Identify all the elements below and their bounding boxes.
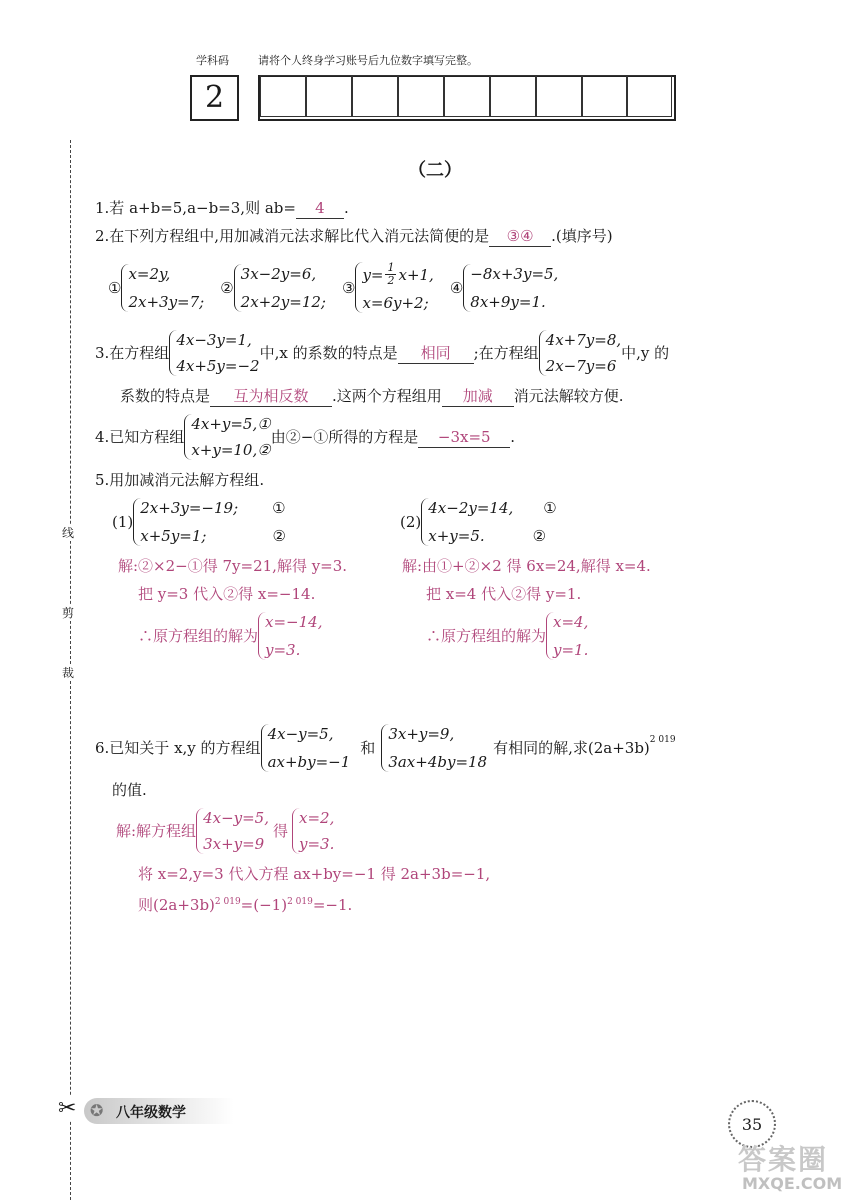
digit-box[interactable] [626, 75, 672, 117]
equation-tag: ② [272, 527, 286, 545]
fraction-denominator: 2 [387, 274, 395, 287]
exponent: 2 019 [287, 897, 313, 907]
q5-sol2-line3 [426, 612, 588, 660]
q2-system-2 [220, 264, 326, 312]
q6-sol-line1 [116, 808, 334, 854]
cut-mark-cut: 剪 [62, 606, 75, 620]
result: y=3. [265, 641, 301, 659]
equation-row [140, 498, 286, 518]
q1-answer: 4 [296, 198, 344, 219]
q3-suffix: 消元法解较方便. [513, 387, 624, 405]
equation-tag: ② [532, 527, 547, 545]
equation: 3x+y=9 [203, 835, 265, 853]
equation: x=6y+2; [362, 294, 429, 312]
q6-sol-line2: 将 x=2,y=3 代入方程 ax+by=−1 得 2a+3b=−1, [138, 865, 491, 883]
part-label: (2) [400, 513, 422, 531]
equation: x+y=5. [428, 527, 485, 545]
equation: 4x+y=5,① [191, 415, 271, 433]
brace [421, 498, 556, 546]
footer-star-icon: ✪ [90, 1101, 104, 1120]
section-title: （二） [408, 160, 462, 181]
brace [184, 414, 270, 460]
digit-box[interactable] [444, 75, 490, 117]
brace [121, 264, 204, 312]
digit-box[interactable] [582, 75, 628, 117]
question-3-line2 [120, 386, 624, 407]
equation: −8x+3y=5, [470, 264, 559, 283]
q3-answer1: 相同 [398, 343, 474, 364]
page-number: 35 [741, 1114, 763, 1134]
equation: 8x+9y=1. [470, 292, 546, 311]
part-label: (1) [112, 513, 134, 531]
equation-row [428, 526, 556, 546]
scissors-icon: ✂ [58, 1096, 77, 1121]
q4-answer: −3x=5 [418, 427, 510, 448]
equation: 4x+7y=8, [545, 331, 622, 349]
q3-mid1: 中,x 的系数的特点是 [259, 344, 398, 362]
question-3 [95, 330, 669, 376]
brace [258, 612, 322, 660]
cut-mark-trim: 裁 [62, 666, 75, 680]
q6-prefix: 6.已知关于 x,y 的方程组 [95, 739, 261, 757]
q3-mid4: .这两个方程组用 [332, 387, 442, 405]
equation: 2x+3y=7; [128, 292, 205, 311]
q5-part-1 [112, 498, 286, 546]
brace [546, 612, 588, 660]
q1-text: 1.若 a+b=5,a−b=3,则 ab= [95, 199, 296, 217]
q5-sol1-line2: 把 y=3 代入②得 x=−14. [138, 585, 316, 603]
watermark-url: MXQE.COM [742, 1174, 843, 1193]
account-instruction: 请将个人终身学习账号后九位数字填写完整。 [258, 54, 478, 67]
q6-line2: 的值. [112, 781, 147, 799]
cut-mark-line: 线 [62, 526, 75, 540]
system-label: ② [220, 278, 234, 297]
q4-mid: 由②−①所得的方程是 [270, 428, 419, 446]
equation: 4x−y=5, [203, 809, 269, 827]
brace [381, 724, 487, 772]
exponent: 2 019 [214, 897, 241, 907]
equation: 3x−2y=6, [240, 264, 317, 283]
q3-prefix: 3.在方程组 [95, 344, 170, 362]
q4-prefix: 4.已知方程组 [95, 428, 185, 446]
q5-part-2 [400, 498, 557, 546]
subject-code-box [190, 75, 239, 121]
brace [234, 264, 326, 312]
digit-box[interactable] [352, 75, 398, 117]
equation: 2x−7y=6 [545, 357, 617, 375]
q2-text: 2.在下列方程组中,用加减消元法求解比代入消元法简便的是 [95, 227, 490, 245]
equation: 4x+5y=−2 [176, 357, 260, 375]
brace [169, 330, 259, 376]
equation: 2x+3y=−19; [140, 499, 239, 517]
q1-end: . [343, 199, 349, 217]
q5-sol2-line1: 解:由①+②×2 得 6x=24,解得 x=4. [402, 557, 651, 575]
q2-answer: ③④ [489, 226, 551, 247]
q3-answer2: 互为相反数 [210, 386, 332, 407]
equation: 2x+2y=12; [240, 292, 326, 311]
q5-sol2-line2: 把 x=4 代入②得 y=1. [426, 585, 582, 603]
q5-sol1-line3 [138, 612, 322, 660]
equation-row [428, 498, 556, 518]
solution-text: 解:解方程组 [116, 822, 197, 840]
digit-box[interactable] [490, 75, 536, 117]
solution-text: =(−1) [240, 896, 288, 914]
equation: ax+by=−1 [267, 753, 351, 771]
q2-systems [108, 262, 558, 313]
result: y=3. [299, 835, 335, 853]
q2-system-4 [450, 264, 559, 312]
solution-text: ∴原方程组的解为 [138, 627, 259, 645]
equation: x=2y, [128, 264, 171, 283]
solution-text: ∴原方程组的解为 [426, 627, 547, 645]
digit-box[interactable] [260, 75, 306, 117]
eq-part: y= [362, 265, 384, 284]
footer-book-title: 八年级数学 [116, 1105, 186, 1121]
system-label: ④ [449, 278, 464, 297]
q2-system-3 [342, 262, 434, 313]
brace [355, 262, 433, 313]
brace [539, 330, 621, 376]
equation: 4x−3y=1, [176, 331, 252, 349]
eq-part: x+1, [398, 265, 434, 284]
subject-code-value: 2 [204, 80, 225, 115]
system-label: ③ [341, 278, 356, 297]
question-4 [95, 414, 515, 460]
equation: 3x+y=9, [388, 725, 455, 743]
q6-exponent: 2 019 [649, 735, 676, 745]
brace [463, 264, 558, 312]
result: x=2, [299, 809, 335, 827]
q2-suffix: .(填序号) [551, 227, 613, 245]
subject-code-label: 学科码 [196, 54, 229, 67]
digit-box[interactable] [306, 75, 352, 117]
q4-end: . [510, 428, 516, 446]
brace [133, 498, 286, 546]
equation: x+5y=1; [140, 527, 207, 545]
brace [261, 724, 351, 772]
equation: 4x−y=5, [267, 725, 334, 743]
result: x=−14, [265, 613, 323, 631]
q6-sol-line3 [138, 892, 352, 915]
solution-text: 得 [273, 822, 289, 840]
solution-text: 则(2a+3b) [138, 896, 215, 914]
watermark-logo: 答案圈 [738, 1143, 829, 1176]
fraction-numerator: 1 [387, 261, 395, 274]
equation: x+y=10,② [191, 441, 271, 459]
q6-suffix: 有相同的解,求(2a+3b) [493, 739, 650, 757]
solution-text: =−1. [312, 896, 353, 914]
question-6 [95, 724, 676, 772]
system-label: ① [108, 278, 122, 297]
brace [196, 808, 269, 854]
equation-tag: ① [543, 499, 557, 517]
result: y=1. [553, 641, 589, 659]
equation: 3ax+4by=18 [388, 753, 488, 771]
q3-mid2: ;在方程组 [473, 344, 539, 362]
fraction [385, 262, 396, 287]
digit-box[interactable] [536, 75, 582, 117]
equation: 4x−2y=14, [428, 499, 514, 517]
result: x=4, [553, 613, 589, 631]
brace [292, 808, 334, 854]
question-5-title: 5.用加减消元法解方程组. [95, 471, 265, 489]
q2-system-1 [108, 264, 204, 312]
q3-answer3: 加减 [442, 386, 514, 407]
question-1 [95, 198, 349, 219]
equation-row [140, 526, 286, 546]
question-2 [95, 226, 613, 247]
q5-sol1-line1: 解:②×2−①得 7y=21,解得 y=3. [118, 557, 348, 575]
digit-box[interactable] [398, 75, 444, 117]
q6-and: 和 [360, 739, 376, 757]
equation-tag: ① [272, 499, 286, 517]
q3-line2-prefix: 系数的特点是 [120, 387, 211, 405]
equation [362, 262, 433, 287]
q3-mid3: 中,y 的 [621, 344, 670, 362]
